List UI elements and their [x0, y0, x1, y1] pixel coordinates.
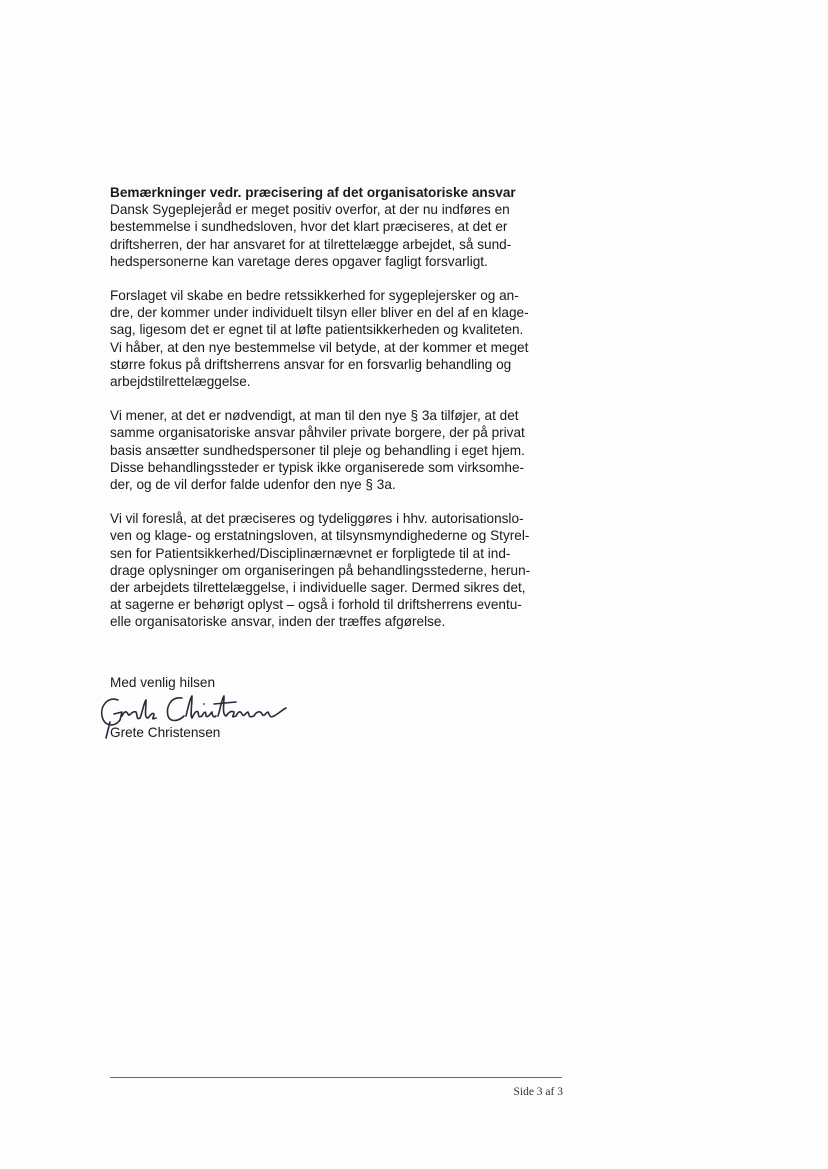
- paragraph-line: drage oplysninger om organiseringen på behandlingsstederne, herun-: [110, 562, 531, 578]
- paragraph-line: Dansk Sygeplejeråd er meget positiv overfor, at der nu indføres en: [110, 202, 510, 218]
- paragraph: [110, 510, 570, 630]
- paragraph-line: elle organisatoriske ansvar, inden der træffes afgørelse.: [110, 614, 446, 630]
- section-heading: Bemærkninger vedr. præcisering af det organisatoriske ansvar: [110, 185, 516, 200]
- paragraph-line: arbejdstilrettelæggelse.: [110, 374, 251, 390]
- paragraph-line: samme organisatoriske ansvar påhviler private borgere, der på privat: [110, 425, 525, 441]
- paragraph: [110, 407, 570, 493]
- paragraph-line: dre, der kommer under individuelt tilsyn eller bliver en del af en klage-: [110, 305, 529, 321]
- footer-divider: [110, 1077, 562, 1078]
- paragraph-line: at sagerne er behørigt oplyst – også i forhold til driftsherrens eventu-: [110, 597, 522, 613]
- paragraph-line: der arbejdets tilrettelæggelse, i individuelle sager. Dermed sikres det,: [110, 580, 526, 596]
- letter-body: [110, 184, 570, 648]
- paragraph-line: bestemmelse i sundhedsloven, hvor det klart præciseres, at det er: [110, 219, 508, 235]
- paragraph-line: Forslaget vil skabe en bedre retssikkerhed for sygeplejersker og an-: [110, 288, 519, 304]
- paragraph-line: basis ansætter sundhedspersoner til pleje og behandling i eget hjem.: [110, 442, 525, 458]
- paragraph-line: driftsherren, der har ansvaret for at tilrettelægge arbejdet, så sund-: [110, 236, 512, 252]
- paragraph-line: sen for Patientsikkerhed/Disciplinærnævnet er forpligtede til at ind-: [110, 545, 511, 561]
- paragraph-list: [110, 201, 570, 630]
- paragraph-line: Disse behandlingssteder er typisk ikke organiserede som virksomhe-: [110, 459, 525, 475]
- page-number: Side 3 af 3: [513, 1086, 563, 1098]
- paragraph-line: sag, ligesom det er egnet til at løfte patientsikkerheden og kvaliteten.: [110, 322, 524, 338]
- paragraph: [110, 287, 570, 390]
- paragraph-line: ven og klage- og erstatningsloven, at tilsynsmyndighederne og Styrel-: [110, 528, 530, 544]
- paragraph-line: hedspersonerne kan varetage deres opgaver fagligt forsvarligt.: [110, 253, 488, 269]
- paragraph-line: der, og de vil derfor falde udenfor den nye § 3a.: [110, 477, 396, 493]
- signer-name: Grete Christensen: [110, 725, 221, 740]
- paragraph-line: Vi mener, at det er nødvendigt, at man til den nye § 3a tilføjer, at det: [110, 408, 519, 424]
- paragraph-line: Vi vil foreslå, at det præciseres og tydeliggøres i hhv. autorisationslo-: [110, 511, 524, 527]
- closing-salutation: Med venlig hilsen: [110, 675, 216, 690]
- paragraph-line: større fokus på driftsherrens ansvar for en forsvarlig behandling og: [110, 356, 512, 372]
- paragraph: [110, 201, 570, 270]
- paragraph-line: Vi håber, at den nye bestemmelse vil betyde, at der kommer et meget: [110, 339, 529, 355]
